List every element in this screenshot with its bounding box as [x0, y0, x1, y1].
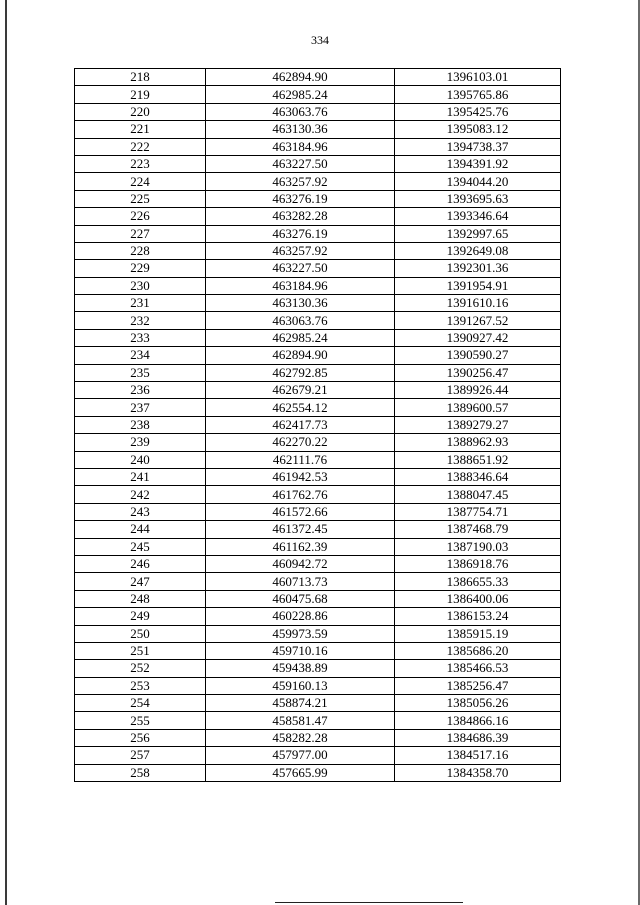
point-number-cell: 226 — [75, 208, 206, 225]
y-coordinate-cell: 1385915.19 — [395, 625, 561, 642]
point-number-cell: 218 — [75, 69, 206, 86]
point-number-cell: 245 — [75, 538, 206, 555]
table-row — [75, 764, 561, 781]
point-number-cell: 244 — [75, 521, 206, 538]
y-coordinate-cell: 1396103.01 — [395, 69, 561, 86]
point-number-cell: 221 — [75, 121, 206, 138]
point-number-cell: 246 — [75, 555, 206, 572]
table-row — [75, 486, 561, 503]
point-number-cell: 235 — [75, 364, 206, 381]
table-row — [75, 695, 561, 712]
table-row — [75, 295, 561, 312]
x-coordinate-cell: 463063.76 — [206, 312, 395, 329]
table-row — [75, 364, 561, 381]
y-coordinate-cell: 1392301.36 — [395, 260, 561, 277]
table-row — [75, 69, 561, 86]
y-coordinate-cell: 1384866.16 — [395, 712, 561, 729]
y-coordinate-cell: 1389926.44 — [395, 382, 561, 399]
y-coordinate-cell: 1390927.42 — [395, 329, 561, 346]
table-row — [75, 416, 561, 433]
x-coordinate-cell: 459973.59 — [206, 625, 395, 642]
point-number-cell: 232 — [75, 312, 206, 329]
point-number-cell: 248 — [75, 590, 206, 607]
point-number-cell: 238 — [75, 416, 206, 433]
point-number-cell: 231 — [75, 295, 206, 312]
table-row — [75, 503, 561, 520]
y-coordinate-cell: 1388651.92 — [395, 451, 561, 468]
y-coordinate-cell: 1385466.53 — [395, 660, 561, 677]
point-number-cell: 258 — [75, 764, 206, 781]
y-coordinate-cell: 1389279.27 — [395, 416, 561, 433]
coordinates-table — [74, 68, 561, 782]
x-coordinate-cell: 463276.19 — [206, 225, 395, 242]
table-row — [75, 312, 561, 329]
table-row — [75, 590, 561, 607]
table-row — [75, 660, 561, 677]
table-row — [75, 121, 561, 138]
point-number-cell: 237 — [75, 399, 206, 416]
y-coordinate-cell: 1386153.24 — [395, 608, 561, 625]
y-coordinate-cell: 1384517.16 — [395, 747, 561, 764]
x-coordinate-cell: 461762.76 — [206, 486, 395, 503]
x-coordinate-cell: 459160.13 — [206, 677, 395, 694]
table-row — [75, 173, 561, 190]
x-coordinate-cell: 459710.16 — [206, 642, 395, 659]
y-coordinate-cell: 1391954.91 — [395, 277, 561, 294]
y-coordinate-cell: 1384686.39 — [395, 729, 561, 746]
y-coordinate-cell: 1386918.76 — [395, 555, 561, 572]
point-number-cell: 254 — [75, 695, 206, 712]
point-number-cell: 252 — [75, 660, 206, 677]
table-row — [75, 208, 561, 225]
page-number: 334 — [311, 33, 329, 47]
point-number-cell: 243 — [75, 503, 206, 520]
y-coordinate-cell: 1387468.79 — [395, 521, 561, 538]
point-number-cell: 253 — [75, 677, 206, 694]
x-coordinate-cell: 460713.73 — [206, 573, 395, 590]
table-row — [75, 190, 561, 207]
x-coordinate-cell: 463130.36 — [206, 121, 395, 138]
x-coordinate-cell: 457977.00 — [206, 747, 395, 764]
x-coordinate-cell: 461572.66 — [206, 503, 395, 520]
x-coordinate-cell: 461162.39 — [206, 538, 395, 555]
point-number-cell: 242 — [75, 486, 206, 503]
x-coordinate-cell: 463184.96 — [206, 138, 395, 155]
y-coordinate-cell: 1388047.45 — [395, 486, 561, 503]
x-coordinate-cell: 463227.50 — [206, 260, 395, 277]
table-row — [75, 729, 561, 746]
y-coordinate-cell: 1394044.20 — [395, 173, 561, 190]
point-number-cell: 230 — [75, 277, 206, 294]
x-coordinate-cell: 461942.53 — [206, 468, 395, 485]
x-coordinate-cell: 463184.96 — [206, 277, 395, 294]
y-coordinate-cell: 1395425.76 — [395, 103, 561, 120]
table-row — [75, 573, 561, 590]
y-coordinate-cell: 1390256.47 — [395, 364, 561, 381]
point-number-cell: 250 — [75, 625, 206, 642]
y-coordinate-cell: 1385256.47 — [395, 677, 561, 694]
table-row — [75, 555, 561, 572]
x-coordinate-cell: 463227.50 — [206, 155, 395, 172]
table-row — [75, 434, 561, 451]
point-number-cell: 224 — [75, 173, 206, 190]
point-number-cell: 228 — [75, 242, 206, 259]
point-number-cell: 256 — [75, 729, 206, 746]
x-coordinate-cell: 463063.76 — [206, 103, 395, 120]
point-number-cell: 233 — [75, 329, 206, 346]
x-coordinate-cell: 458874.21 — [206, 695, 395, 712]
y-coordinate-cell: 1395083.12 — [395, 121, 561, 138]
x-coordinate-cell: 462554.12 — [206, 399, 395, 416]
x-coordinate-cell: 462985.24 — [206, 86, 395, 103]
point-number-cell: 222 — [75, 138, 206, 155]
point-number-cell: 236 — [75, 382, 206, 399]
x-coordinate-cell: 460942.72 — [206, 555, 395, 572]
x-coordinate-cell: 463276.19 — [206, 190, 395, 207]
table-row — [75, 625, 561, 642]
point-number-cell: 220 — [75, 103, 206, 120]
point-number-cell: 227 — [75, 225, 206, 242]
x-coordinate-cell: 463257.92 — [206, 173, 395, 190]
point-number-cell: 229 — [75, 260, 206, 277]
x-coordinate-cell: 463282.28 — [206, 208, 395, 225]
y-coordinate-cell: 1394391.92 — [395, 155, 561, 172]
y-coordinate-cell: 1393346.64 — [395, 208, 561, 225]
x-coordinate-cell: 462985.24 — [206, 329, 395, 346]
point-number-cell: 225 — [75, 190, 206, 207]
y-coordinate-cell: 1384358.70 — [395, 764, 561, 781]
point-number-cell: 257 — [75, 747, 206, 764]
x-coordinate-cell: 459438.89 — [206, 660, 395, 677]
x-coordinate-cell: 458581.47 — [206, 712, 395, 729]
y-coordinate-cell: 1392649.08 — [395, 242, 561, 259]
x-coordinate-cell: 462679.21 — [206, 382, 395, 399]
x-coordinate-cell: 457665.99 — [206, 764, 395, 781]
point-number-cell: 241 — [75, 468, 206, 485]
table-row — [75, 347, 561, 364]
table-row — [75, 382, 561, 399]
point-number-cell: 240 — [75, 451, 206, 468]
y-coordinate-cell: 1387190.03 — [395, 538, 561, 555]
y-coordinate-cell: 1385686.20 — [395, 642, 561, 659]
table-row — [75, 521, 561, 538]
y-coordinate-cell: 1388346.64 — [395, 468, 561, 485]
coordinates-table-body — [75, 69, 561, 782]
y-coordinate-cell: 1391267.52 — [395, 312, 561, 329]
point-number-cell: 223 — [75, 155, 206, 172]
x-coordinate-cell: 462417.73 — [206, 416, 395, 433]
table-row — [75, 451, 561, 468]
x-coordinate-cell: 462894.90 — [206, 69, 395, 86]
table-row — [75, 138, 561, 155]
x-coordinate-cell: 460228.86 — [206, 608, 395, 625]
x-coordinate-cell: 462792.85 — [206, 364, 395, 381]
y-coordinate-cell: 1388962.93 — [395, 434, 561, 451]
y-coordinate-cell: 1386655.33 — [395, 573, 561, 590]
x-coordinate-cell: 458282.28 — [206, 729, 395, 746]
table-row — [75, 608, 561, 625]
y-coordinate-cell: 1392997.65 — [395, 225, 561, 242]
table-row — [75, 538, 561, 555]
point-number-cell: 255 — [75, 712, 206, 729]
point-number-cell: 249 — [75, 608, 206, 625]
y-coordinate-cell: 1391610.16 — [395, 295, 561, 312]
y-coordinate-cell: 1389600.57 — [395, 399, 561, 416]
table-row — [75, 103, 561, 120]
bottom-rule — [275, 902, 463, 903]
y-coordinate-cell: 1393695.63 — [395, 190, 561, 207]
table-row — [75, 642, 561, 659]
table-row — [75, 225, 561, 242]
table-row — [75, 155, 561, 172]
scan-left-edge — [5, 0, 7, 905]
table-row — [75, 329, 561, 346]
y-coordinate-cell: 1385056.26 — [395, 695, 561, 712]
y-coordinate-cell: 1390590.27 — [395, 347, 561, 364]
table-row — [75, 712, 561, 729]
x-coordinate-cell: 461372.45 — [206, 521, 395, 538]
x-coordinate-cell: 462270.22 — [206, 434, 395, 451]
table-row — [75, 242, 561, 259]
x-coordinate-cell: 463257.92 — [206, 242, 395, 259]
y-coordinate-cell: 1386400.06 — [395, 590, 561, 607]
table-row — [75, 260, 561, 277]
table-row — [75, 86, 561, 103]
point-number-cell: 239 — [75, 434, 206, 451]
y-coordinate-cell: 1394738.37 — [395, 138, 561, 155]
table-row — [75, 747, 561, 764]
table-row — [75, 677, 561, 694]
point-number-cell: 251 — [75, 642, 206, 659]
point-number-cell: 234 — [75, 347, 206, 364]
table-row — [75, 468, 561, 485]
y-coordinate-cell: 1395765.86 — [395, 86, 561, 103]
x-coordinate-cell: 462111.76 — [206, 451, 395, 468]
x-coordinate-cell: 462894.90 — [206, 347, 395, 364]
table-row — [75, 277, 561, 294]
y-coordinate-cell: 1387754.71 — [395, 503, 561, 520]
table-row — [75, 399, 561, 416]
x-coordinate-cell: 463130.36 — [206, 295, 395, 312]
x-coordinate-cell: 460475.68 — [206, 590, 395, 607]
point-number-cell: 219 — [75, 86, 206, 103]
point-number-cell: 247 — [75, 573, 206, 590]
